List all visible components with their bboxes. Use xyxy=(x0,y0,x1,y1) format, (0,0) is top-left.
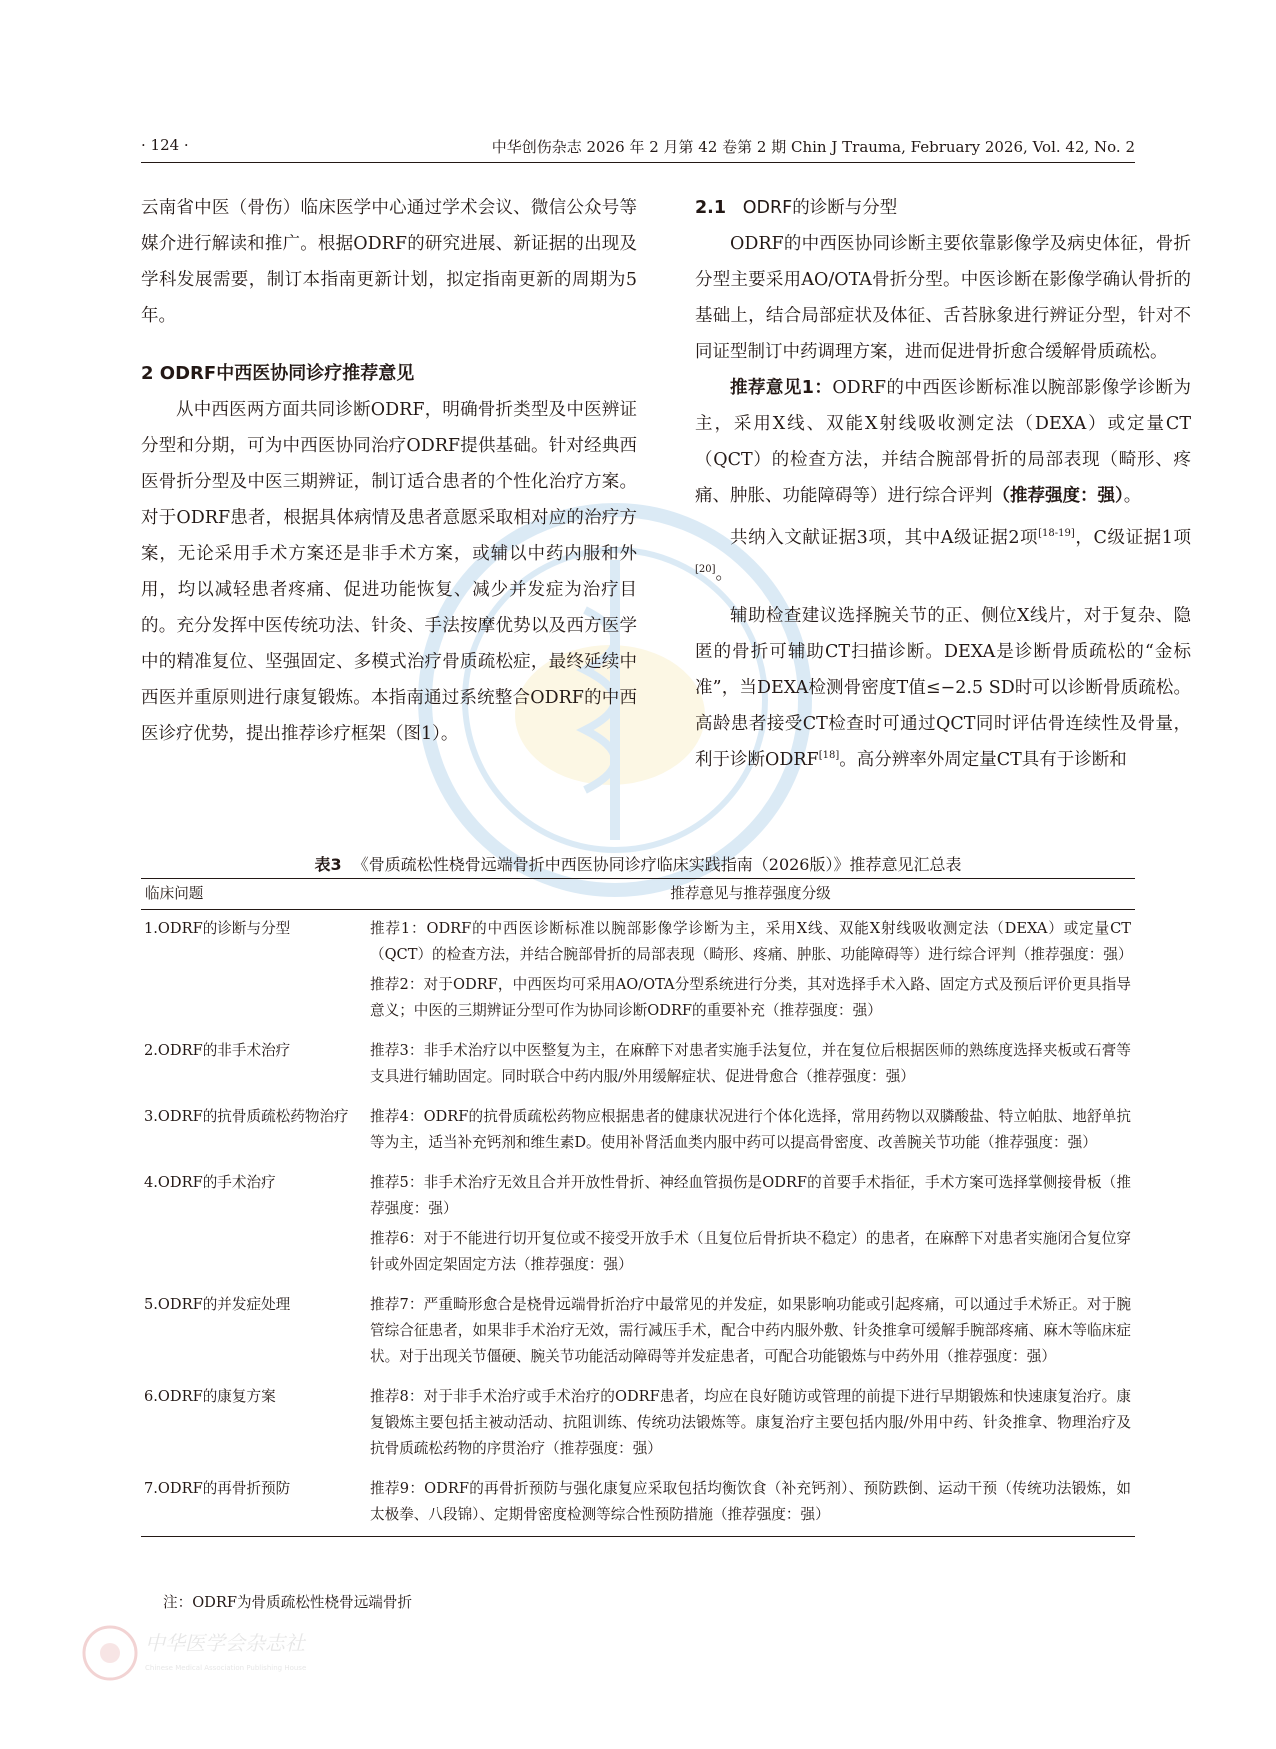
table-header-row xyxy=(141,879,1135,910)
recommendation-item: 推荐1：ODRF的中西医诊断标准以腕部影像学诊断为主，采用X线、双能X射线吸收测定法（DEXA）或定量CT（QCT）的检查方法，并结合腕部骨折的局部表现（畸形、疼痛、肿胀、功能障碍等）进行综合评判（推荐强度：强） xyxy=(370,920,1133,963)
recommendation-cell xyxy=(366,1032,1135,1098)
evidence-text: ，C级证据1项 xyxy=(1074,528,1191,548)
clinical-question-cell: 2.ODRF的非手术治疗 xyxy=(144,1042,291,1059)
clinical-question-cell: 1.ODRF的诊断与分型 xyxy=(144,920,291,937)
citation-ref[interactable]: [18] xyxy=(818,750,840,762)
recommendation-item: 推荐3：非手术治疗以中医整复为主，在麻醉下对患者实施手法复位，并在复位后根据医师的熟练度选择夹板或石膏等支具进行辅助固定。同时联合中药内服/外用缓解症状、促进骨愈合（推荐强度：强） xyxy=(370,1042,1131,1085)
recommendation-item: 推荐4：ODRF的抗骨质疏松药物应根据患者的健康状况进行个体化选择，常用药物以双膦酸盐、特立帕肽、地舒单抗等为主，适当补充钙剂和维生素D。使用补肾活血类内服中药可以提高骨密度、改善腕关节功能（推荐强度：强） xyxy=(370,1108,1131,1151)
clinical-question-cell: 6.ODRF的康复方案 xyxy=(144,1388,276,1405)
recommendation-item: 推荐6：对于不能进行切开复位或不接受开放手术（且复位后骨折块不稳定）的患者，在麻醉下对患者实施闭合复位穿针或外固定架固定方法（推荐强度：强） xyxy=(370,1230,1131,1273)
recommendation-item: 推荐5：非手术治疗无效且合并开放性骨折、神经血管损伤是ODRF的首要手术指征，手术方案可选择掌侧接骨板（推荐强度：强） xyxy=(370,1174,1131,1217)
recommendation-item: 推荐2：对于ODRF，中西医均可采用AO/OTA分型系统进行分类，其对选择手术入路、固定方式及预后评价更具指导意义；中医的三期辨证分型可作为协同诊断ODRF的重要补充（推荐强度：强） xyxy=(370,976,1131,1019)
recommendation-item: 推荐7：严重畸形愈合是桡骨远端骨折治疗中最常见的并发症，如果影响功能或引起疼痛，可以通过手术矫正。对于腕管综合征患者，如果非手术治疗无效，需行减压手术，配合中药内服外敷、针灸推拿可缓解手腕部疼痛、麻木等临床症状。对于出现关节僵硬、腕关节功能活动障碍等并发症患者，可配合功能锻炼与中药外用（推荐强度：强） xyxy=(370,1296,1131,1365)
punctuation: 。 xyxy=(1123,486,1142,506)
paragraph: ODRF的中西医协同诊断主要依靠影像学及病史体征，骨折分型主要采用AO/OTA骨折分型。中医诊断在影像学确认骨折的基础上，结合局部症状及体征、舌苔脉象进行辨证分型，针对不同证型制订中药调理方案，进而促进骨折愈合缓解骨质疏松。 xyxy=(695,234,1191,362)
table-row xyxy=(141,910,1135,1033)
subsection-title: ODRF的诊断与分型 xyxy=(742,198,898,218)
table-body xyxy=(141,910,1135,1537)
subsection-number: 2.1 xyxy=(695,198,727,218)
table-caption xyxy=(141,852,1135,875)
paragraph-text: 。高分辨率外周定量CT具有于诊断和 xyxy=(839,750,1127,770)
table-title: 《骨质疏松性桡骨远端骨折中西医协同诊疗临床实践指南（2026版）》推荐意见汇总表 xyxy=(352,855,962,874)
column-header-question: 临床问题 xyxy=(141,879,366,910)
recommendation-cell xyxy=(366,910,1135,1033)
recommendation-item: 推荐9：ODRF的再骨折预防与强化康复应采取包括均衡饮食（补充钙剂）、预防跌倒、运动干预（传统功法锻炼，如太极拳、八段锦）、定期骨密度检测等综合性预防措施（推荐强度：强） xyxy=(370,1480,1131,1523)
clinical-question-cell: 5.ODRF的并发症处理 xyxy=(144,1296,291,1313)
recommendation-cell xyxy=(366,1286,1135,1378)
recommendation-table xyxy=(141,878,1135,1537)
paragraph: 从中西医两方面共同诊断ODRF，明确骨折类型及中医辨证分型和分期，可为中西医协同治疗ODRF提供基础。针对经典西医骨折分型及中医三期辨证，制订适合患者的个性化治疗方案。对于ODRF患者，根据具体病情及患者意愿采取相对应的治疗方案，无论采用手术方案还是非手术方案，或辅以中药内服和外用，均以减轻患者疼痛、促进功能恢复、减少并发症为治疗目的。充分发挥中医传统功法、针灸、手法按摩优势以及西方医学中的精准复位、坚强固定、多模式治疗骨质疏松症，最终延续中西医并重原则进行康复锻炼。本指南通过系统整合ODRF的中西医诊疗优势，提出推荐诊疗框架（图1）。 xyxy=(141,400,637,744)
table-row xyxy=(141,1098,1135,1164)
right-column xyxy=(695,190,1191,778)
table-row xyxy=(141,1286,1135,1378)
recommendation-1 xyxy=(695,370,1191,514)
table-row xyxy=(141,1164,1135,1286)
recommendation-item: 推荐8：对于非手术治疗或手术治疗的ODRF患者，均应在良好随访或管理的前提下进行早期锻炼和快速康复治疗。康复锻炼主要包括主被动活动、抗阻训练、传统功法锻炼等。康复治疗主要包括内服/外用中药、针灸推拿、物理治疗及抗骨质疏松药物的序贯治疗（推荐强度：强） xyxy=(370,1388,1131,1457)
page-header xyxy=(141,136,1135,160)
watermark-text-en: Chinese Medical Association Publishing House xyxy=(145,1664,307,1672)
recommendation-strength: （推荐强度：强） xyxy=(992,486,1124,506)
table-row xyxy=(141,1378,1135,1470)
journal-citation: 中华创伤杂志 2026 年 2 月第 42 卷第 2 期 Chin J Trauma, February 2026, Vol. 42, No. 2 xyxy=(491,138,1135,156)
table-row xyxy=(141,1470,1135,1537)
recommendation-cell xyxy=(366,1470,1135,1537)
page-number: · 124 · xyxy=(141,136,189,154)
subsection-heading xyxy=(695,190,1191,226)
paragraph xyxy=(695,598,1191,778)
evidence-paragraph xyxy=(695,520,1191,592)
clinical-question-cell: 7.ODRF的再骨折预防 xyxy=(141,1470,366,1537)
recommendation-cell xyxy=(366,1164,1135,1286)
citation-ref[interactable]: [18-19] xyxy=(1038,528,1075,540)
paragraph-text: 辅助检查建议选择腕关节的正、侧位X线片，对于复杂、隐匿的骨折可辅助CT扫描诊断。DEXA是诊断骨质疏松的“金标准”，当DEXA检测骨密度T值≤−2.5 SD时可以诊断骨质疏松。高龄患者接受CT检查时可通过QCT同时评估骨连续性及骨量，利于诊断ODRF xyxy=(695,606,1191,770)
publisher-logo-watermark xyxy=(80,1618,540,1688)
paragraph: 云南省中医（骨伤）临床医学中心通过学术会议、微信公众号等媒介进行解读和推广。根据ODRF的研究进展、新证据的出现及学科发展需要，制订本指南更新计划，拟定指南更新的周期为5年。 xyxy=(141,198,637,326)
table-note: 注：ODRF为骨质疏松性桡骨远端骨折 xyxy=(163,1594,413,1611)
table-row xyxy=(141,1032,1135,1098)
citation-ref[interactable]: [20] xyxy=(695,564,716,576)
table-label: 表3 xyxy=(314,855,342,874)
recommendation-label: 推荐意见1： xyxy=(730,378,833,398)
recommendation-cell xyxy=(366,1098,1135,1164)
clinical-question-cell: 3.ODRF的抗骨质疏松药物治疗 xyxy=(144,1108,349,1125)
left-column xyxy=(141,190,637,752)
punctuation: 。 xyxy=(715,564,734,584)
column-header-recommendation: 推荐意见与推荐强度分级 xyxy=(366,879,1135,910)
evidence-text: 共纳入文献证据3项，其中A级证据2项 xyxy=(730,528,1039,548)
recommendation-text: ODRF的中西医诊断标准以腕部影像学诊断为主，采用X线、双能X射线吸收测定法（DEXA）或定量CT（QCT）的检查方法，并结合腕部骨折的局部表现（畸形、疼痛、肿胀、功能障碍等）进行综合评判 xyxy=(695,378,1191,506)
section-heading: 2 ODRF中西医协同诊疗推荐意见 xyxy=(141,363,415,384)
header-rule xyxy=(141,162,1135,163)
recommendation-cell xyxy=(366,1378,1135,1470)
clinical-question-cell: 4.ODRF的手术治疗 xyxy=(144,1174,276,1191)
watermark-text: 中华医学会杂志社 xyxy=(145,1631,305,1655)
